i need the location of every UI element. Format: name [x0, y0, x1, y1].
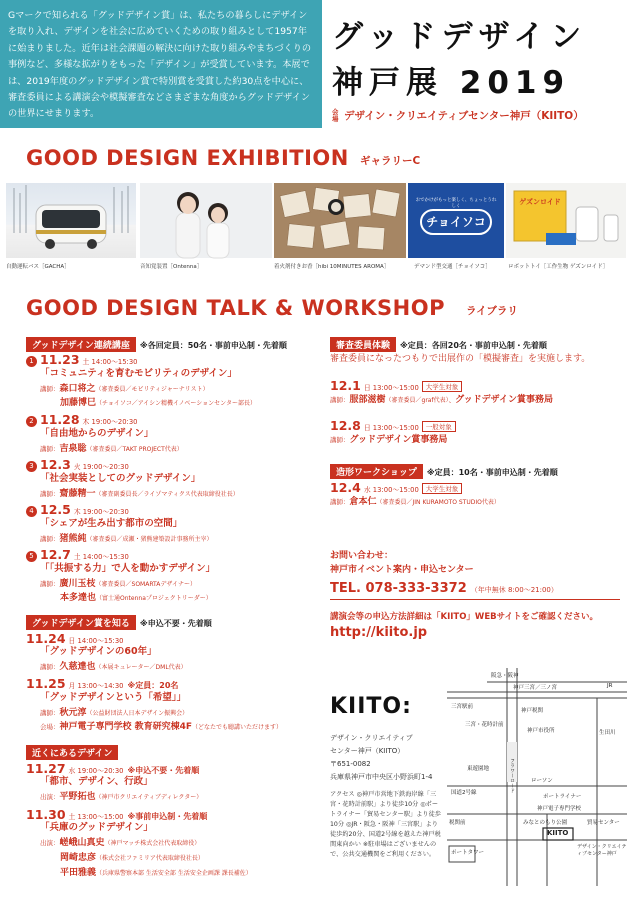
review-tag: 審査委員体験 [330, 337, 396, 352]
incense-image [274, 183, 406, 258]
contact-org: 神戸市イベント案内・申込センター [330, 565, 474, 575]
map-label-denshi: 神戸電子専門学校 [537, 806, 582, 812]
review-badge-1: 大学生対象 [422, 381, 463, 392]
map-label-flowerroad: フラワーロード [509, 758, 515, 793]
review-desc: 審査委員になったつもりで出展作の「模擬審査」を実施します。 [330, 354, 591, 364]
map-label-lawson: ローソン [531, 778, 553, 784]
s1-speaker-1a: 講師：森口将之（審査委員／モビリティジャーナリスト） [40, 384, 209, 394]
series2-tag: グッドデザイン賞を知る [26, 615, 136, 630]
s1-date-1: 11.23 [40, 352, 80, 367]
s3-date-1: 11.27 [26, 761, 66, 776]
talk-heading: GOOD DESIGN TALK & WORKSHOP [26, 296, 445, 320]
series2-note: ※申込不要・先着順 [139, 619, 212, 628]
kiito-name-1: デザイン・クリエイティブ [330, 734, 413, 742]
s1-speaker-5a: 講師：廣川玉枝（審査委員／SOMARTAデザイナー） [40, 579, 196, 589]
map-label-jr: JR [607, 683, 613, 689]
photo-caption-1: 自動運転バス［GACHA］ [6, 264, 70, 270]
contact-apply: 講演会等の申込方法詳細は「KIITO」WEBサイトをご確認ください。 [330, 612, 599, 622]
s3-speaker-1: 出演：平野拓也（神戸市クリエイティブディレクター） [40, 792, 203, 802]
photo-caption-3: 着火剤付きお香［hibi 10MINUTES AROMA］ [274, 264, 390, 270]
contact-label: お問い合わせ： [330, 551, 394, 561]
contact-tel: TEL. 078-333-3372 [330, 581, 467, 596]
title-line-2: 神戸展 2019 [332, 65, 571, 101]
s1-speaker-1b: 加藤博巳（チョイソコ／アイシン精機イノベーションセンター部長） [60, 398, 256, 408]
kiito-address: 兵庫県神戸市中央区小野浜町1-4 [330, 773, 433, 781]
s1-num-3: 3 [26, 461, 37, 472]
s1-speaker-2: 講師：吉泉聡（審査委員／TAKT PROJECT代表） [40, 444, 183, 454]
series3-tag: 近くにあるデザイン [26, 745, 118, 760]
map-label-hanadokei: 三宮・花時計前 [465, 722, 504, 728]
kiito-access: アクセス ◎神戸市営地下鉄海岸線「三宮・花時計前駅」より徒歩10分 ◎ポートライナー「貿易センター駅」より徒歩10分 ◎JR・阪急・阪神「三宮駅」より徒歩約20分、国道2号線を越えた神戸税関東向かい ※駐車場はございませんので、公共交通機関をご利用ください。 [330, 791, 441, 858]
map-label-ikutagawa: 生田川 [599, 730, 616, 736]
choisoko-tagline: おでかけがもっと楽しく、ちょっとうれしく [415, 198, 497, 209]
s3-speaker-2b: 岡崎忠彦（株式会社ファミリア代表取締役社長） [60, 853, 204, 863]
map-label-zeikanmae: 税関前 [449, 820, 466, 826]
s3-extra-1: ※申込不要・先着順 [127, 766, 200, 775]
map-label-cityhall: 神戸市役所 [527, 728, 555, 734]
access-map [447, 668, 627, 886]
s1-title-1: 「コミュニティを育むモビリティのデザイン」 [40, 368, 237, 379]
s1-date-5: 12.7 [40, 547, 71, 562]
divider [330, 599, 620, 600]
kiito-name-2: センター神戸（KIITO） [330, 747, 405, 755]
workshop-date-1: 12.4 [330, 480, 361, 495]
review-speaker-2: 講師：グッドデザイン賞事務局 [330, 435, 448, 445]
s1-speaker-3: 講師：齋藤精一（審査副委員長／ライゾマティクス代表取締役社長） [40, 489, 239, 499]
s1-speaker-5b: 本多達也（富士通Ontennaプロジェクトリーダー） [60, 593, 212, 603]
s3-time-1: 水 19:00〜20:30 [68, 767, 124, 775]
contact-tel-row [330, 577, 558, 596]
contact-hours: （年中無休 8:00〜21:00） [470, 586, 558, 594]
series1-note: ※各回定員：50名・事前申込制・先着順 [139, 341, 287, 350]
photo-bus [6, 183, 136, 270]
s1-time-2: 木 19:00〜20:30 [82, 418, 138, 426]
map-label-ekimae: 三宮駅前 [451, 704, 474, 710]
s1-title-5: 「「共振する力」で人を動かすデザイン」 [40, 563, 216, 574]
robot-box-text: ゲズンロイド [519, 198, 561, 206]
robot-image [506, 183, 626, 258]
s2-speaker-1: 講師：久慈達也（本展キュレーター／DML代表） [40, 662, 187, 672]
kiito-zip: 〒651-0082 [330, 760, 371, 768]
s1-speaker-4: 講師：猪熊純（審査委員／成瀬・猪熊建築設計事務所主宰） [40, 534, 213, 544]
review-speaker-1: 講師：服部滋樹（審査委員／graf代表）、グッドデザイン賞事務局 [330, 395, 554, 405]
s1-date-2: 11.28 [40, 412, 80, 427]
series1-tag: グッドデザイン連続講座 [26, 337, 136, 352]
s2-time-1: 日 14:00〜15:30 [68, 637, 124, 645]
choisoko-logo: チョイソコ [420, 209, 492, 235]
talk-room: ライブラリ [466, 305, 518, 317]
photo-caption-4: デマンド型交通［チョイソコ］ [414, 264, 491, 270]
review-time-2: 日 13:00〜15:00 [363, 424, 419, 432]
photo-caption-5: ロボットトイ［工作生物 ゲズンロイド］ [508, 264, 609, 270]
review-header [330, 333, 547, 352]
s2-date-1: 11.24 [26, 631, 66, 646]
kiito-url-link[interactable]: http://kiito.jp [330, 625, 428, 640]
s1-title-2: 「自由地からのデザイン」 [40, 428, 154, 439]
review-date-2: 12.8 [330, 418, 361, 433]
photo-strip [6, 183, 626, 273]
s3-speaker-2c: 平田雅義（兵庫県警察本部 生活安全部 生活安全企画課 課長補佐） [60, 868, 252, 878]
venue-prefix: 会場 [332, 108, 339, 123]
s1-num-5: 5 [26, 551, 37, 562]
s1-date-3: 12.3 [40, 457, 71, 472]
s3-date-2: 11.30 [26, 807, 66, 822]
intro-text: Gマークで知られる「グッドデザイン賞」は、私たちの暮らしにデザインを取り入れ、デザインを社会に広めていくための取り組みとして1957年に始まりました。近年は社会課題の解決に向けた取り組みやまちづくりの事例など、多様な拡がりをもった「デザイン」が受賞しています。本展では、2019年度のグッドデザイン賞で特別賞を受賞した約30点を中心に、審査委員による講演会や模擬審査などさまざまな角度からグッドデザインの世界にせまります。 [0, 0, 322, 128]
bus-image [6, 183, 136, 258]
workshop-tag: 造形ワークショップ [330, 464, 423, 479]
s1-title-4: 「シェアが生み出す都市の空間」 [40, 518, 183, 529]
workshop-time-1: 水 13:00〜15:00 [363, 486, 419, 494]
s1-date-4: 12.5 [40, 502, 71, 517]
s2-title-1: 「グッドデザインの60年」 [40, 646, 157, 657]
s1-num-4: 4 [26, 506, 37, 517]
map-label-portliner: ポートライナー [543, 794, 582, 800]
s3-title-2: 「兵庫のグッドデザイン」 [40, 822, 153, 833]
s2-speaker-2b: 会場：神戸電子専門学校 教育研究棟4F（どなたでも聴講いただけます） [40, 722, 283, 732]
map-label-trade-center: 貿易センター [587, 820, 620, 826]
map-label-kiito-full: デザイン・クリエイティブセンター神戸 [577, 844, 627, 857]
s3-title-1: 「都市、デザイン、行政」 [40, 776, 153, 787]
workshop-badge-1: 大学生対象 [422, 483, 463, 494]
s2-title-2: 「グッドデザインという「希望」」 [40, 692, 187, 703]
s1-num-2: 2 [26, 416, 37, 427]
photo-incense [274, 183, 406, 270]
s3-extra-2: ※事前申込制・先着順 [127, 812, 208, 821]
review-time-1: 日 13:00〜15:00 [363, 384, 419, 392]
s1-time-5: 土 14:00〜15:30 [73, 553, 129, 561]
review-note: ※定員：各回20名・事前申込制・先着順 [400, 341, 547, 350]
review-badge-2: 一般対象 [422, 421, 456, 432]
page-title [332, 14, 622, 106]
workshop-note: ※定員：10名・事前申込制・先着順 [426, 468, 558, 477]
venue [332, 108, 584, 123]
title-line-1: グッドデザイン [332, 19, 588, 55]
map-label-park: 東遊園地 [467, 766, 490, 772]
photo-robot [506, 183, 626, 270]
workshop-speaker-1: 講師：倉本仁（審査委員／JIN KURAMOTO STUDIO代表） [330, 497, 500, 507]
s1-num-1: 1 [26, 356, 37, 367]
s2-speaker-2a: 講師：秋元淳（公益財団法人日本デザイン振興会） [40, 708, 189, 718]
s2-extra-2: ※定員：20名 [127, 681, 179, 690]
s1-title-3: 「社会実装としてのグッドデザイン」 [40, 473, 201, 484]
kiito-logo: KIITO: [330, 694, 412, 719]
map-label-kiito: KIITO [547, 829, 569, 837]
s2-time-2: 月 13:00〜14:30 [68, 682, 124, 690]
photo-caption-2: 音知覚装置［Ontenna］ [140, 264, 203, 270]
s1-time-1: 土 14:00〜15:30 [82, 358, 138, 366]
s3-speaker-2a: 出演：嵯峨山真史（神戸マッチ株式会社代表取締役） [40, 838, 201, 848]
map-label-sannomiya: 神戸三宮／三ノ宮 [513, 685, 558, 691]
s1-time-3: 火 19:00〜20:30 [73, 463, 129, 471]
exhibition-room: ギャラリーC [360, 155, 421, 167]
map-label-minatonomori: みなとのもり公園 [523, 820, 568, 826]
s1-time-4: 木 19:00〜20:30 [73, 508, 129, 516]
venue-name: デザイン・クリエイティブセンター神戸（KIITO） [344, 110, 584, 122]
review-date-1: 12.1 [330, 378, 361, 393]
s2-date-2: 11.25 [26, 676, 66, 691]
map-label-porttower: ポートタワー [451, 850, 485, 856]
map-label-hankyu: 阪急・阪神 [491, 673, 519, 679]
s3-time-2: 土 13:00〜15:00 [68, 813, 124, 821]
exhibition-heading: GOOD DESIGN EXHIBITION [26, 146, 349, 170]
photo-choisoko [408, 183, 504, 270]
map-label-route2: 国道2号線 [451, 790, 477, 796]
children-image [140, 183, 272, 258]
map-label-customs: 神戸税関 [521, 708, 544, 714]
photo-ontenna [140, 183, 272, 270]
